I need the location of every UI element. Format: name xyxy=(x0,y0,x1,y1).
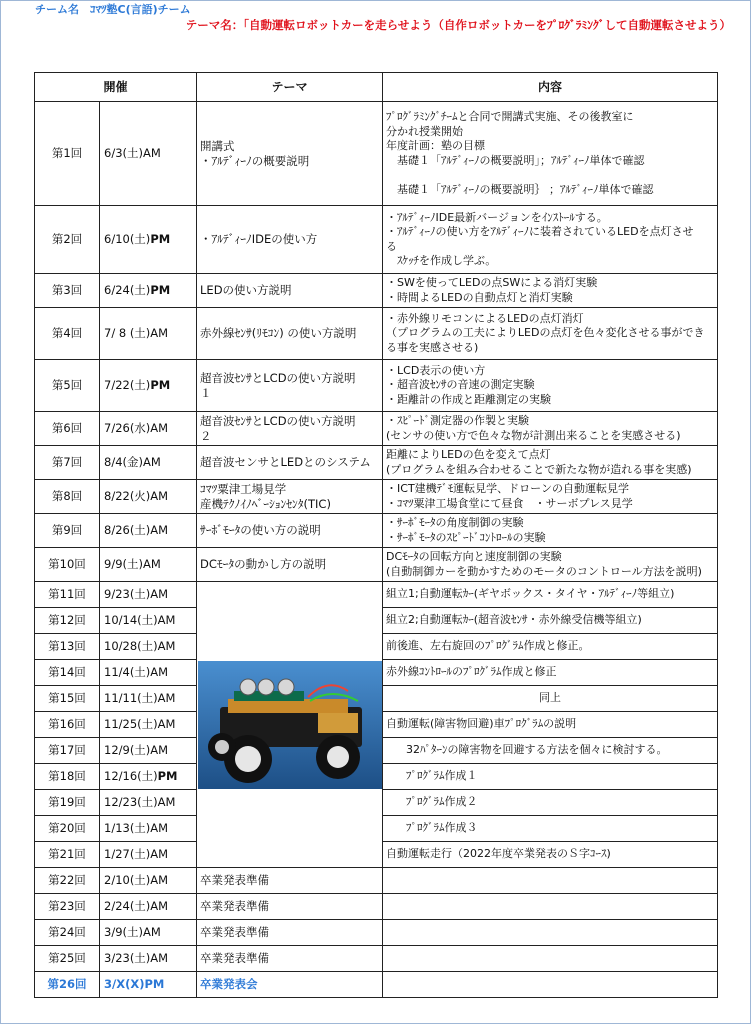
table-row xyxy=(35,972,718,998)
topic-line: 卒業発表準備 xyxy=(200,951,270,965)
pm-marker: PM xyxy=(150,232,171,246)
content-line: ・SWを使ってLEDの点SWによる消灯実験 xyxy=(386,276,598,289)
date-text: 9/23(土)AM xyxy=(104,587,169,601)
session-number: 第22回 xyxy=(35,868,100,894)
session-content xyxy=(383,608,718,634)
schedule-table xyxy=(34,72,718,998)
session-content xyxy=(383,686,718,712)
theme-title: テーマ名：「自動運転ロボットカーを走らせよう（自作ロボットカーをﾌﾟﾛｸﾞﾗﾐﾝｸﾞして自動運転させよう） xyxy=(185,18,731,32)
session-date xyxy=(100,582,197,608)
session-date xyxy=(100,412,197,446)
date-text: 6/24(土) xyxy=(104,283,151,297)
content-line: ・赤外線リモコンによるLEDの点灯消灯 xyxy=(386,311,584,325)
session-date xyxy=(100,660,197,686)
date-text: 3/9(土)AM xyxy=(104,925,161,939)
session-content xyxy=(383,102,718,206)
team-name: チーム名 ｺﾏﾂ塾C(言語)チーム xyxy=(35,3,191,16)
content-line: ・超音波ｾﾝｻの音速の測定実験 xyxy=(386,378,535,392)
session-number: 第24回 xyxy=(35,920,100,946)
topic-line: ・ｱﾙﾃﾞｨｰﾉIDEの使い方 xyxy=(200,232,318,246)
topic-line: 卒業発表準備 xyxy=(200,873,270,887)
content-line xyxy=(386,899,714,914)
table-row xyxy=(35,102,718,206)
session-number: 第3回 xyxy=(35,274,100,308)
topic-line: 開講式 xyxy=(200,138,235,153)
session-content xyxy=(383,548,718,582)
date-text: 11/4(土)AM xyxy=(104,665,169,679)
session-content xyxy=(383,308,718,360)
content-line: 自動運転走行（2022年度卒業発表のＳ字ｺｰｽ) xyxy=(386,847,611,861)
session-date xyxy=(100,686,197,712)
content-line: 前後進、左右旋回のﾌﾟﾛｸﾞﾗﾑ作成と修正。 xyxy=(386,639,590,653)
date-text: 7/22(土) xyxy=(104,378,151,392)
date-text: 3/23(土)AM xyxy=(104,951,169,965)
session-topic xyxy=(197,548,383,582)
content-line xyxy=(386,168,714,183)
session-content xyxy=(383,738,718,764)
date-text: 7/ 8 (土)AM xyxy=(104,326,169,340)
date-text: 8/22(火)AM xyxy=(104,489,169,503)
date-text: 7/26(水)AM xyxy=(104,421,169,435)
session-topic xyxy=(197,206,383,274)
content-line: 組立1;自動運転ｶｰ(ギヤボックス・タイヤ・ｱﾙﾃﾞｨｰﾉ等組立) xyxy=(386,587,675,601)
table-header-row xyxy=(35,73,718,102)
content-line: ﾌﾟﾛｸﾞﾗﾑ作成２ xyxy=(406,795,478,809)
content-line: 組立2;自動運転ｶｰ(超音波ｾﾝｻ・赤外線受信機等組立) xyxy=(386,613,642,627)
table-row xyxy=(35,514,718,548)
session-topic xyxy=(197,868,383,894)
topic-line: ２ xyxy=(200,428,212,443)
topic-line: 卒業発表会 xyxy=(200,977,258,991)
session-date xyxy=(100,946,197,972)
table-row xyxy=(35,360,718,412)
session-topic xyxy=(197,480,383,514)
content-line: DCﾓｰﾀの回転方向と速度制御の実験 xyxy=(386,550,562,563)
pm-marker: PM xyxy=(157,769,178,783)
content-line: ﾌﾟﾛｸﾞﾗﾑ作成３ xyxy=(406,821,478,835)
table-row xyxy=(35,894,718,920)
content-line: ・ｱﾙﾃﾞｨｰﾉの使い方をｱﾙﾃﾞｨｰﾉに装着されているLEDを点灯させ xyxy=(386,225,694,238)
topic-line: １ xyxy=(200,385,212,400)
session-number: 第6回 xyxy=(35,412,100,446)
content-line: 距離によりLEDの色を変えて点灯 xyxy=(386,448,551,461)
date-text: 12/9(土)AM xyxy=(104,743,169,757)
table-row xyxy=(35,274,718,308)
content-line: 赤外線ｺﾝﾄﾛｰﾙのﾌﾟﾛｸﾞﾗﾑ作成と修正 xyxy=(386,665,557,679)
session-number: 第7回 xyxy=(35,446,100,480)
table-row xyxy=(35,920,718,946)
session-content xyxy=(383,764,718,790)
session-date xyxy=(100,894,197,920)
robot-car-photo-cell xyxy=(197,582,383,868)
date-text: 12/23(土)AM xyxy=(104,795,176,809)
session-topic xyxy=(197,920,383,946)
session-number: 第26回 xyxy=(35,972,100,998)
date-text: 10/14(土)AM xyxy=(104,613,176,627)
session-number: 第16回 xyxy=(35,712,100,738)
table-row xyxy=(35,206,718,274)
session-date xyxy=(100,360,197,412)
table-row xyxy=(35,946,718,972)
session-date xyxy=(100,790,197,816)
robot-car-photo xyxy=(198,661,382,789)
table-row xyxy=(35,412,718,446)
table-row xyxy=(35,582,718,608)
session-date xyxy=(100,548,197,582)
content-line: 自動運転(障害物回避)車ﾌﾟﾛｸﾞﾗﾑの説明 xyxy=(386,717,577,731)
content-line: ﾌﾟﾛｸﾞﾗﾑ作成１ xyxy=(406,769,478,783)
topic-line: 超音波センサとLEDとのシステム xyxy=(200,455,371,469)
session-date xyxy=(100,634,197,660)
table-row xyxy=(35,446,718,480)
session-content xyxy=(383,790,718,816)
session-content xyxy=(383,842,718,868)
content-line: 同上 xyxy=(539,691,562,705)
session-topic xyxy=(197,274,383,308)
session-content xyxy=(383,412,718,446)
session-number: 第19回 xyxy=(35,790,100,816)
content-line: ・ICT建機ﾃﾞﾓ運転見学、ドローンの自動運転見学 xyxy=(386,482,629,495)
content-line: (センサの使い方で色々な物が計測出来ることを実感させる) xyxy=(386,428,681,442)
content-line xyxy=(386,977,714,992)
content-line: 基礎１「ｱﾙﾃﾞｨｰﾉの概要説明」；ｱﾙﾃﾞｨｰﾉ単体で確認 xyxy=(386,153,645,167)
session-topic xyxy=(197,514,383,548)
date-text: 1/13(土)AM xyxy=(104,821,169,835)
topic-line: 卒業発表準備 xyxy=(200,899,270,913)
date-text: 6/10(土) xyxy=(104,232,151,246)
session-number: 第12回 xyxy=(35,608,100,634)
table-row xyxy=(35,868,718,894)
topic-line: 超音波ｾﾝｻとLCDの使い方説明 xyxy=(200,413,356,428)
session-topic xyxy=(197,360,383,412)
session-topic xyxy=(197,972,383,998)
session-date xyxy=(100,920,197,946)
session-number: 第10回 xyxy=(35,548,100,582)
topic-line: ｺﾏﾂ粟津工場見学 xyxy=(200,481,287,496)
date-text: 2/10(土)AM xyxy=(104,873,169,887)
session-number: 第25回 xyxy=(35,946,100,972)
content-line: 基礎１「ｱﾙﾃﾞｨｰﾉの概要説明｝ ；ｱﾙﾃﾞｨｰﾉ単体で確認 xyxy=(386,182,654,196)
session-date xyxy=(100,738,197,764)
content-line: 32ﾊﾟﾀｰﾝの障害物を回避する方法を個々に検討する。 xyxy=(406,743,668,757)
topic-line: 赤外線ｾﾝｻ(ﾘﾓｺﾝ) の使い方説明 xyxy=(200,326,357,340)
session-content xyxy=(383,634,718,660)
content-line: ｽｹｯﾁを作成し学ぶ。 xyxy=(386,254,497,267)
session-content xyxy=(383,920,718,946)
session-content xyxy=(383,816,718,842)
topic-line: DCﾓｰﾀの動かし方の説明 xyxy=(200,557,327,571)
content-line: (プログラムを組み合わせることで新たな物が造れる事を実感) xyxy=(386,462,692,476)
session-number: 第15回 xyxy=(35,686,100,712)
topic-line: ・ｱﾙﾃﾞｨｰﾉの概要説明 xyxy=(200,153,310,168)
session-number: 第8回 xyxy=(35,480,100,514)
session-number: 第13回 xyxy=(35,634,100,660)
session-date xyxy=(100,480,197,514)
session-content xyxy=(383,206,718,274)
session-date xyxy=(100,102,197,206)
session-date xyxy=(100,514,197,548)
date-text: 8/4(金)AM xyxy=(104,455,161,469)
content-line: （プログラムの工夫によりLEDの点灯を色々変化させる事ができ xyxy=(386,326,705,340)
session-number: 第5回 xyxy=(35,360,100,412)
session-date xyxy=(100,206,197,274)
session-date xyxy=(100,446,197,480)
content-line xyxy=(386,925,714,940)
session-topic xyxy=(197,894,383,920)
session-content xyxy=(383,446,718,480)
date-text: 6/3(土)AM xyxy=(104,146,161,160)
topic-line: 卒業発表準備 xyxy=(200,925,270,939)
session-content xyxy=(383,660,718,686)
session-number: 第18回 xyxy=(35,764,100,790)
header-content: 内容 xyxy=(383,73,718,102)
session-number: 第23回 xyxy=(35,894,100,920)
session-date xyxy=(100,274,197,308)
content-line: 分かれ授業開始 xyxy=(386,124,464,138)
date-text: 11/25(土)AM xyxy=(104,717,176,731)
session-topic xyxy=(197,308,383,360)
content-line xyxy=(386,873,714,888)
session-content xyxy=(383,582,718,608)
session-number: 第1回 xyxy=(35,102,100,206)
session-date xyxy=(100,308,197,360)
topic-line: 産機ﾃｸﾉｲﾉﾍﾞｰｼｮﾝｾﾝﾀ(TIC) xyxy=(200,496,331,511)
content-line: ・ｱﾙﾃﾞｨｰﾉIDE最新バージョンをｲﾝｽﾄｰﾙする。 xyxy=(386,210,608,224)
session-number: 第9回 xyxy=(35,514,100,548)
content-line: る事を実感させる) xyxy=(386,340,479,354)
content-line: ・距離計の作成と距離測定の実験 xyxy=(386,392,552,406)
content-line: 年度計画：塾の目標 xyxy=(386,139,486,152)
session-topic xyxy=(197,102,383,206)
session-content xyxy=(383,274,718,308)
session-topic xyxy=(197,946,383,972)
topic-line: LEDの使い方説明 xyxy=(200,283,292,297)
session-content xyxy=(383,972,718,998)
content-line: ・ｽﾋﾟｰﾄﾞ測定器の作製と実験 xyxy=(386,414,530,427)
session-number: 第20回 xyxy=(35,816,100,842)
session-content xyxy=(383,868,718,894)
table-row xyxy=(35,548,718,582)
session-number: 第17回 xyxy=(35,738,100,764)
content-line: (自動制御カーを動かすためのモータのコントロール方法を説明) xyxy=(386,564,702,578)
session-topic xyxy=(197,446,383,480)
session-number: 第21回 xyxy=(35,842,100,868)
session-date xyxy=(100,972,197,998)
table-row xyxy=(35,480,718,514)
date-text: 11/11(土)AM xyxy=(104,691,176,705)
content-line: ・ｻｰﾎﾞﾓｰﾀのｽﾋﾟｰﾄﾞｺﾝﾄﾛｰﾙの実験 xyxy=(386,530,546,544)
date-text: 8/26(土)AM xyxy=(104,523,169,537)
session-number: 第2回 xyxy=(35,206,100,274)
header-session: 開催 xyxy=(35,73,197,102)
session-number: 第14回 xyxy=(35,660,100,686)
content-line: る xyxy=(386,239,398,253)
content-line: ・時間よるLEDの自動点灯と消灯実験 xyxy=(386,290,573,304)
session-date xyxy=(100,842,197,868)
session-number: 第4回 xyxy=(35,308,100,360)
header-theme: テーマ xyxy=(197,73,383,102)
session-content xyxy=(383,480,718,514)
table-row xyxy=(35,308,718,360)
session-content xyxy=(383,360,718,412)
content-line: ﾌﾟﾛｸﾞﾗﾐﾝｸﾞﾁｰﾑと合同で開講式実施、その後教室に xyxy=(386,110,634,123)
pm-marker: PM xyxy=(150,378,171,392)
session-date xyxy=(100,816,197,842)
session-content xyxy=(383,712,718,738)
date-text: 1/27(土)AM xyxy=(104,847,169,861)
content-line: ・ｻｰﾎﾞﾓｰﾀの角度制御の実験 xyxy=(386,516,524,529)
session-number: 第11回 xyxy=(35,582,100,608)
session-content xyxy=(383,514,718,548)
pm-marker: PM xyxy=(150,283,171,297)
session-topic xyxy=(197,412,383,446)
session-content xyxy=(383,946,718,972)
date-text: 10/28(土)AM xyxy=(104,639,176,653)
topic-line: ｻｰﾎﾞﾓｰﾀの使い方の説明 xyxy=(200,523,321,537)
session-date xyxy=(100,712,197,738)
date-text: 12/16(土) xyxy=(104,769,158,783)
topic-line: 超音波ｾﾝｻとLCDの使い方説明 xyxy=(200,370,356,385)
date-text: 3/X(X)PM xyxy=(104,977,165,991)
session-date xyxy=(100,608,197,634)
content-line: ・ｺﾏﾂ粟津工場食堂にて昼食 ・サーボプレス見学 xyxy=(386,496,633,510)
content-line xyxy=(386,951,714,966)
content-line: ・LCD表示の使い方 xyxy=(386,363,486,377)
date-text: 9/9(土)AM xyxy=(104,557,161,571)
session-date xyxy=(100,868,197,894)
date-text: 2/24(土)AM xyxy=(104,899,169,913)
session-date xyxy=(100,764,197,790)
session-content xyxy=(383,894,718,920)
